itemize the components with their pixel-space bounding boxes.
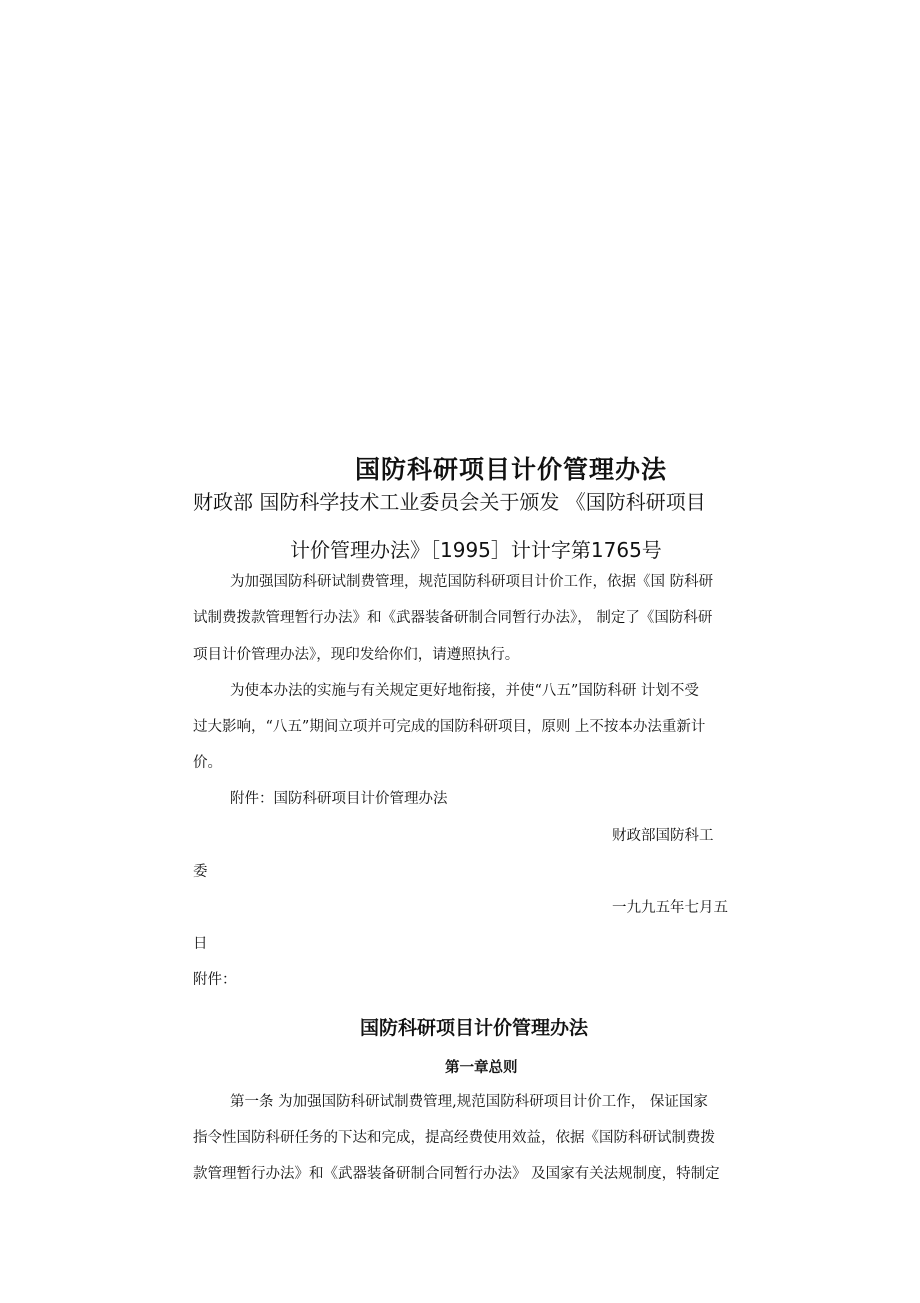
article-1-line-2: 指令性国防科研任务的下达和完成，提高经费使用效益，依据《国防科研试制费拨	[193, 1130, 715, 1146]
paragraph-1-line-1: 为加强国防科研试制费管理，规范国防科研项目计价工作，依据《国 防科研	[230, 574, 714, 590]
issuer-line-1: 财政部国防科工	[612, 828, 714, 844]
chapter-heading: 第一章总则	[445, 1059, 518, 1076]
document-subtitle-line-1: 财政部 国防科学技术工业委员会关于颁发 《国防科研项目	[193, 490, 706, 514]
paragraph-1-line-2: 试制费拨款管理暂行办法》和《武器装备研制合同暂行办法》， 制定了《国防科研	[193, 610, 713, 626]
paragraph-2-line-3: 价。	[193, 755, 222, 771]
paragraph-2-line-2: 过大影响，“八五”期间立项并可完成的国防科研项目，原则 上不按本办法重新计	[193, 719, 706, 735]
date-line-1: 一九九五年七月五	[612, 900, 728, 916]
paragraph-2-line-1: 为使本办法的实施与有关规定更好地衔接，并使“八五”国防科研 计划不受	[230, 683, 699, 699]
article-1-line-3: 款管理暂行办法》和《武器装备研制合同暂行办法》 及国家有关法规制度，特制定	[193, 1166, 720, 1182]
attachment-title: 国防科研项目计价管理办法	[360, 1017, 589, 1039]
date-line-2: 日	[193, 936, 208, 952]
document-title: 国防科研项目计价管理办法	[355, 455, 668, 484]
attachment-label: 附件：	[193, 972, 237, 988]
paragraph-1-line-3: 项目计价管理办法》，现印发给你们，请遵照执行。	[193, 647, 520, 663]
article-1-line-1: 第一条 为加强国防科研试制费管理,规范国防科研项目计价工作， 保证国家	[230, 1094, 708, 1110]
issuer-line-2: 委	[193, 864, 208, 880]
document-subtitle-line-2: 计价管理办法》［1995］计计字第1765号	[290, 538, 662, 562]
attachment-reference: 附件：国防科研项目计价管理办法	[230, 791, 448, 807]
